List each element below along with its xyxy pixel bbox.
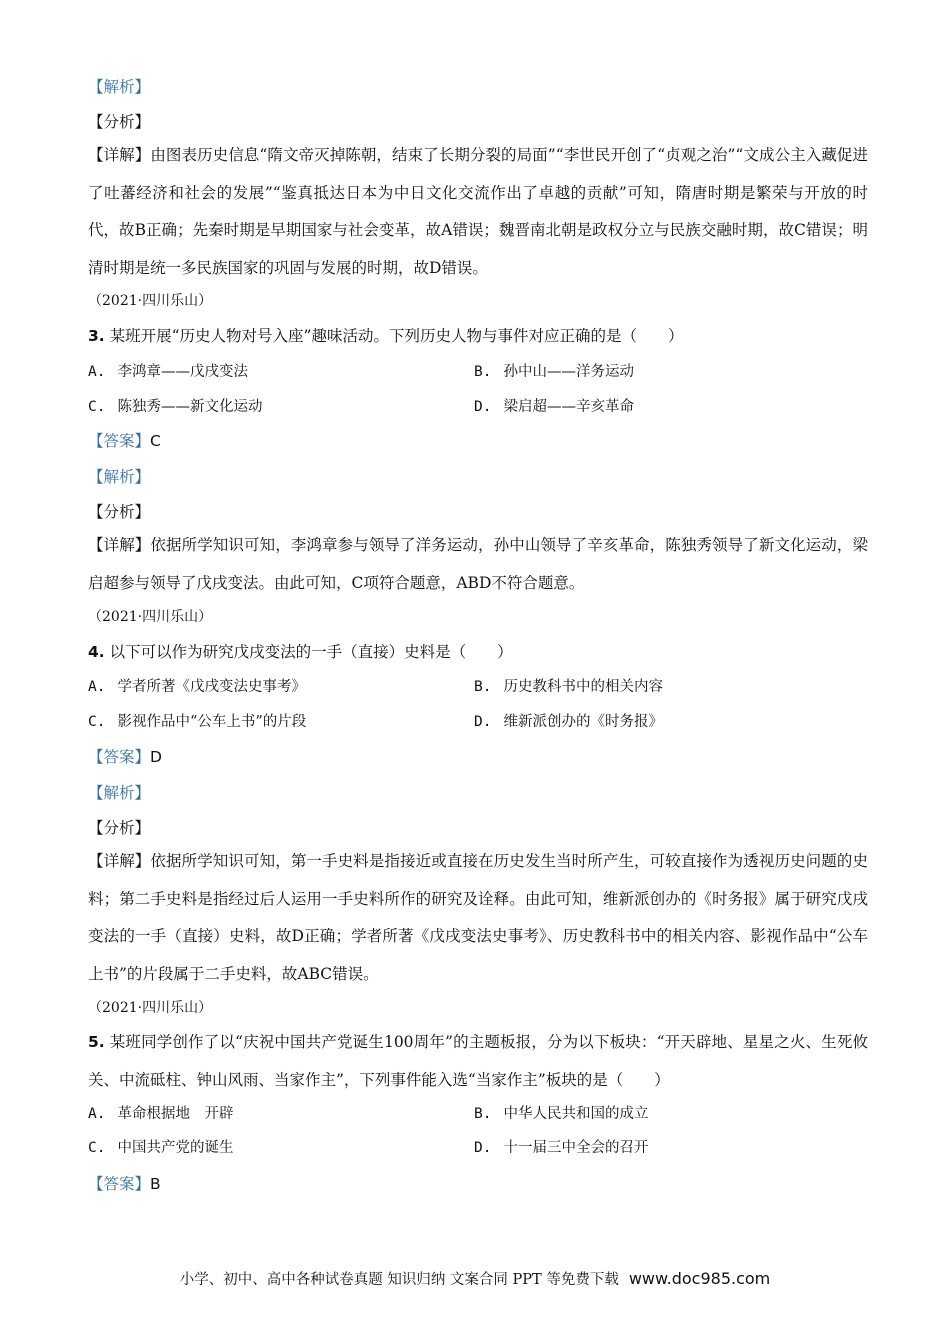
option-text: 学者所著《戊戌变法史事考》 (117, 679, 306, 695)
answer-tag: 【答案】 (88, 432, 151, 450)
option-d (474, 1138, 648, 1158)
question-number: 3. (88, 327, 105, 345)
question-source: （2021·四川乐山） (88, 293, 213, 309)
option-c (88, 397, 262, 417)
answer-line (88, 1173, 161, 1195)
option-text: 李鸿章——戊戌变法 (117, 364, 248, 380)
answer-tag: 【答案】 (88, 1175, 151, 1193)
option-b (474, 1104, 648, 1124)
option-letter: A. (88, 679, 106, 695)
detail-tag: 【详解】 (88, 852, 151, 870)
question-text: 某班同学创作了以“庆祝中国共产党诞生100周年”的主题板报，分为以下板块：“开天辟地、星星之火、生死攸关、中流砥柱、钟山风雨、当家作主”，下列事件能入选“当家作主”板块的是（ ） (88, 1033, 868, 1089)
option-text: 维新派创办的《时务报》 (503, 714, 663, 730)
fenxi-tag: 【分析】 (88, 503, 151, 521)
answer-value: C (150, 432, 161, 450)
option-letter: B. (474, 679, 492, 695)
detail-paragraph (88, 843, 868, 993)
option-letter: D. (474, 1140, 492, 1156)
question-5-stem (88, 1024, 868, 1099)
option-text: 历史教科书中的相关内容 (503, 679, 663, 695)
option-text: 中华人民共和国的成立 (503, 1106, 649, 1122)
page-footer (0, 1268, 950, 1291)
option-letter: B. (474, 364, 492, 380)
question-source: （2021·四川乐山） (88, 609, 213, 625)
answer-line (88, 430, 161, 452)
fenxi-tag: 【分析】 (88, 819, 151, 837)
option-letter: D. (474, 399, 492, 415)
footer-text: 小学、初中、高中各种试卷真题 知识归纳 文案合同 PPT 等免费下载 (179, 1272, 619, 1288)
option-letter: A. (88, 364, 106, 380)
option-letter: D. (474, 714, 492, 730)
question-source: （2021·四川乐山） (88, 1000, 213, 1016)
option-letter: B. (474, 1106, 492, 1122)
option-d (474, 712, 663, 732)
detail-text: 依据所学知识可知，李鸿章参与领导了洋务运动，孙中山领导了辛亥革命，陈独秀领导了新文化运动，梁启超参与领导了戊戌变法。由此可知，C项符合题意，ABD不符合题意。 (88, 536, 868, 592)
analysis-tag: 【解析】 (88, 78, 151, 96)
option-text: 梁启超——辛亥革命 (503, 399, 634, 415)
option-a (88, 1104, 233, 1124)
option-text: 十一届三中全会的召开 (503, 1140, 649, 1156)
detail-tag: 【详解】 (88, 146, 151, 164)
question-4-stem (88, 641, 513, 663)
detail-paragraph (88, 527, 868, 602)
question-text: 以下可以作为研究戊戌变法的一手（直接）史料是（ ） (109, 643, 513, 661)
answer-line (88, 746, 162, 768)
option-c (88, 1138, 233, 1158)
option-b (474, 362, 634, 382)
option-text: 革命根据地 开辟 (117, 1106, 234, 1122)
detail-text: 依据所学知识可知，第一手史料是指接近或直接在历史发生当时所产生，可较直接作为透视历史问题的史料；第二手史料是指经过后人运用一手史料所作的研究及诠释。由此可知，维新派创办的《时务报》属于研究戊戌变法的一手（直接）史料，故D正确；学者所著《戊戌变法史事考》、历史教科书中的相关内容、影视作品中“公车上书”的片段属于二手史料，故ABC错误。 (88, 852, 868, 983)
option-text: 陈独秀——新文化运动 (117, 399, 263, 415)
option-letter: C. (88, 399, 106, 415)
answer-tag: 【答案】 (88, 748, 151, 766)
question-text: 某班开展“历史人物对号入座”趣味活动。下列历史人物与事件对应正确的是（ ） (109, 327, 684, 345)
option-d (474, 397, 634, 417)
detail-paragraph (88, 137, 868, 287)
question-number: 4. (88, 643, 105, 661)
option-b (474, 677, 663, 697)
fenxi-tag: 【分析】 (88, 113, 151, 131)
detail-text: 由图表历史信息“隋文帝灭掉陈朝，结束了长期分裂的局面”“李世民开创了“贞观之治”“文成公主入藏促进了吐蕃经济和社会的发展”“鉴真抵达日本为中日文化交流作出了卓越的贡献”可知，隋唐时期是繁荣与开放的时代，故B正确；先秦时期是早期国家与社会变革，故A错误；魏晋南北朝是政权分立与民族交融时期，故C错误；明清时期是统一多民族国家的巩固与发展的时期，故D错误。 (88, 146, 868, 277)
option-a (88, 362, 248, 382)
footer-url[interactable]: www.doc985.com (628, 1269, 771, 1288)
answer-value: D (150, 748, 162, 766)
option-letter: C. (88, 714, 106, 730)
detail-tag: 【详解】 (88, 536, 151, 554)
option-c (88, 712, 306, 732)
option-letter: A. (88, 1106, 106, 1122)
analysis-tag: 【解析】 (88, 784, 151, 802)
option-letter: C. (88, 1140, 106, 1156)
question-number: 5. (88, 1033, 105, 1051)
analysis-tag: 【解析】 (88, 468, 151, 486)
answer-value: B (150, 1175, 161, 1193)
option-a (88, 677, 306, 697)
option-text: 孙中山——洋务运动 (503, 364, 634, 380)
question-3-stem (88, 325, 683, 347)
option-text: 中国共产党的诞生 (117, 1140, 234, 1156)
option-text: 影视作品中“公车上书”的片段 (117, 714, 307, 730)
